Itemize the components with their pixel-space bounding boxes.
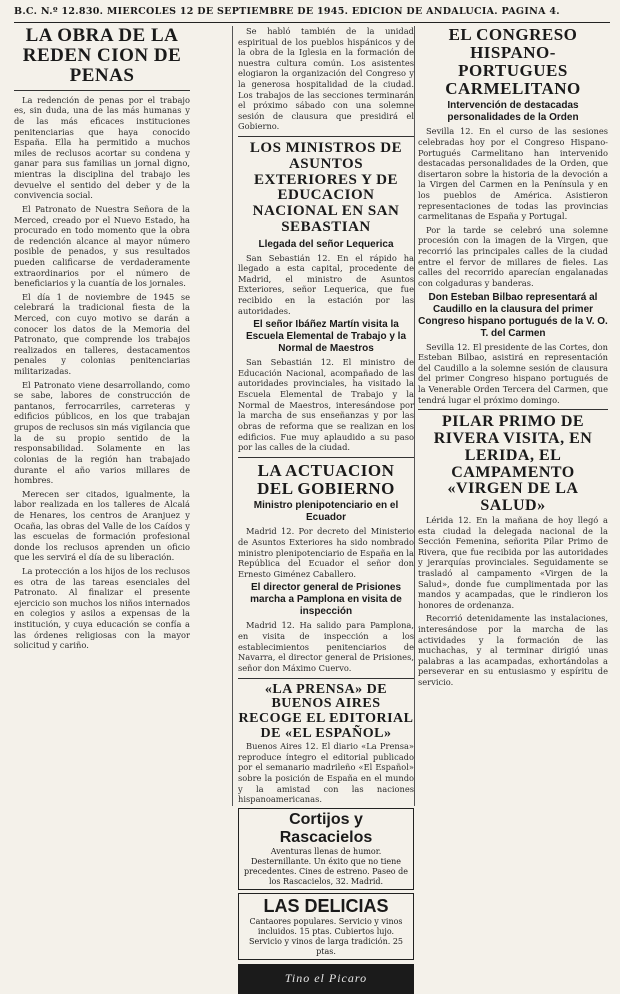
article-paragraph: San Sebastián 12. El ministro de Educación Nacional, acompañado de las autoridades provinciales, ha visitado la Escuela Elemental de Trabajo y la Normal de Maestros, interesándose por la marcha de sus enseñanzas y por las obras de reforma que se realizan en los edificios. Fue muy aplaudido a su paso por las calles de la ciudad. xyxy=(238,357,414,453)
article-paragraph: Madrid 12. Por decreto del Ministerio de Asuntos Exteriores ha sido nombrado ministro plenipotenciario de España en la República del Ecuador el señor don Ernesto Giménez Caballero. xyxy=(238,526,414,579)
column-middle xyxy=(238,26,414,986)
page-header: B.C. N.º 12.830. MIERCOLES 12 DE SEPTIEMBRE DE 1945. EDICION DE ANDALUCIA. PAGINA 4. xyxy=(14,6,610,23)
article-paragraph: El Patronato viene desarrollando, como se sabe, labores de construcción de pantanos, ferrocarriles, carreteras y edificios públicos, en los que trabajan grupos de reclusos sin más vigilancia que la de su propio sentido de la responsabilidad. Solamente en las colonias de la región han trabajado durante el año varios millares de hombres. xyxy=(14,379,190,486)
article-paragraph: Lérida 12. En la mañana de hoy llegó a esta ciudad la delegada nacional de la Sección Femenina, señorita Pilar Primo de Rivera, que fue recibida por las autoridades y jerarquías provinciales. Seguidamente se trasladó al campamento «Virgen de la Salud», donde fue cumplimentada por las mandos y acampadas, que le rindieron los honores de ordenanza. xyxy=(418,514,608,610)
subheadline: Intervención de destacadas personalidades de la Orden xyxy=(447,100,579,124)
article-paragraph: Merecen ser citados, igualmente, la labor realizada en los talleres de Alcalá de Henares, los centros de Aranjuez y Ocaña, las obras del Valle de los Caídos y las escuelas de formación profesional donde los reclusos aprenden un oficio que les servirá el día de su liberación. xyxy=(14,488,190,563)
ad-title: Cortijos y Rascacielos xyxy=(279,810,373,846)
headline-ministros: LOS MINISTROS DE ASUNTOS EXTERIORES Y DE EDUCACION NACIONAL EN SAN SEBASTIAN xyxy=(249,140,403,235)
divider xyxy=(238,457,414,458)
article-paragraph: El día 1 de noviembre de 1945 se celebrará la tradicional fiesta de la Merced, con cuyo motivo se darán a conocer los datos de la Memoria del Patronato, que comprende los trabajos realizados en talleres, destacamentos penales y colonias penitenciarias militarizadas. xyxy=(14,291,190,377)
article-paragraph: Madrid 12. Ha salido para Pamplona, en visita de inspección a los establecimientos penitenciarios de Navarra, el director general de Prisiones, señor don Máximo Cuervo. xyxy=(238,620,414,673)
advertisement-dark-banner: Tino el Picaro xyxy=(238,964,414,994)
article-paragraph: San Sebastián 12. En el rápido ha llegado a esta capital, procedente de Madrid, el ministro de Asuntos Exteriores, señor Lequerica, que fue recibido en la estación por las autoridades. xyxy=(238,252,414,316)
advertisement-cortijos xyxy=(238,808,414,890)
ad-title: LAS DELICIAS xyxy=(263,895,389,916)
subheadline: Don Esteban Bilbao representará al Caudillo en la clausura del primer Congreso hispano portugués de la V. O. T. del Carmen xyxy=(418,291,608,339)
column-rule xyxy=(232,26,233,806)
article-paragraph: El Patronato de Nuestra Señora de la Merced, creado por el Nuevo Estado, ha procurado en todo momento que la obra de redención alcance al mayor número posible de penados, y sus resultados pueden calificarse de verdaderamente extraordinarios por el número de beneficiarios y la cuantía de los jornales. xyxy=(14,203,190,289)
article-paragraph: Recorrió detenidamente las instalaciones, interesándose por la marcha de las actividades y la formación de las muchachas, y al terminar dirigió unas palabras a las acampadas, exhortándolas a perseverar en su entusiasmo y espíritu de servicio. xyxy=(418,613,608,688)
divider xyxy=(418,409,608,410)
divider xyxy=(14,90,190,91)
article-paragraph: Sevilla 12. El presidente de las Cortes, don Esteban Bilbao, asistirá en representación del Caudillo a la solemne sesión de clausura del primer Congreso hispano portugués de la Venerable Orden Tercera del Carmen, que tendrá lugar el próximo domingo. xyxy=(418,341,608,405)
divider xyxy=(238,136,414,137)
article-paragraph: Por la tarde se celebró una solemne procesión con la imagen de la Virgen, que recorrió las principales calles de la ciudad entre el fervor de millares de fieles. Las calles del recorrido aparecían engalanadas con colgaduras y banderas. xyxy=(418,224,608,288)
subheadline: El señor Ibáñez Martín visita la Escuela Elemental de Trabajo y la Normal de Maestros xyxy=(245,319,407,355)
subheadline: Ministro plenipotenciario en el Ecuador xyxy=(253,500,399,524)
column-right xyxy=(418,26,608,806)
article-paragraph: La redención de penas por el trabajo es, sin duda, una de las más humanas y de las más eficaces instituciones penitenciarias que haya conocido España. Ella ha permitido a muchos miles de reclusos acortar su condena y ganar para sus familias un jornal digno, mientras la disciplina del trabajo les devuelve el sentido del deber y de la convivencia social. xyxy=(14,94,190,201)
headline-redencion: LA OBRA DE LA REDEN CION DE PENAS xyxy=(22,25,182,86)
column-left xyxy=(14,26,190,806)
subheadline: Llegada del señor Lequerica xyxy=(258,238,394,250)
headline-la-prensa: «LA PRENSA» DE BUENOS AIRES RECOGE EL EDITORIAL DE «EL ESPAÑOL» xyxy=(238,681,414,741)
ad-text: Cantaores populares. Servicio y vinos incluidos. 15 ptas. Cubiertos lujo. Servicio y vinos de larga tradición. 25 ptas. xyxy=(248,916,404,956)
column-rule xyxy=(414,26,415,806)
article-paragraph: La protección a los hijos de los reclusos es otra de las tareas esenciales del Patronato. Al finalizar el presente ejercicio son muchos los niños internados en colegios y asilos a expensas de la institución, y cuya educación se confía a las órdenes religiosas con la mayor solicitud y cariño. xyxy=(14,566,190,651)
headline-pilar-primo: PILAR PRIMO DE RIVERA VISITA, EN LERIDA, EL CAMPAMENTO «VIRGEN DE LA SALUD» xyxy=(433,413,593,515)
article-paragraph: Buenos Aires 12. El diario «La Prensa» reproduce íntegro el editorial publicado por el semanario madrileño «El Español» sobre la posición de España en el mundo y la amistad con las naciones hispanoamericanas. xyxy=(238,741,414,805)
headline-gobierno: LA ACTUACION DEL GOBIERNO xyxy=(257,460,395,498)
article-paragraph: Sevilla 12. En el curso de las sesiones celebradas hoy por el Congreso Hispano-Portugués Carmelitano han intervenido destacadas personalidades de la Orden, que disertaron sobre la historia de la devoción a la Virgen del Carmen en la Península y en los pueblos de América. Asistieron representaciones de todas las provincias carmelitanas de España y Portugal. xyxy=(418,126,608,222)
ad-text: Aventuras llenas de humor. Desternillante. Un éxito que no tiene precedentes. Cines de estreno. Paseo de los Rascacielos, 32. Madrid. xyxy=(243,846,409,886)
article-paragraph: Se habló también de la unidad espiritual de los pueblos hispánicos y de la obra de la Iglesia en la formación de nuestra cultura común. Los asistentes elogiaron la organización del Congreso y la generosa hospitalidad de la ciudad. Los trabajos de las secciones terminarán el próximo sábado con una solemne sesión de clausura que presidirá el Gobierno. xyxy=(238,26,414,132)
headline-congreso: EL CONGRESO HISPANO-PORTUGUES CARMELITANO xyxy=(445,25,581,98)
divider xyxy=(238,678,414,679)
advertisement-delicias xyxy=(238,893,414,960)
subheadline: El director general de Prisiones marcha a Pamplona en visita de inspección xyxy=(250,582,402,618)
